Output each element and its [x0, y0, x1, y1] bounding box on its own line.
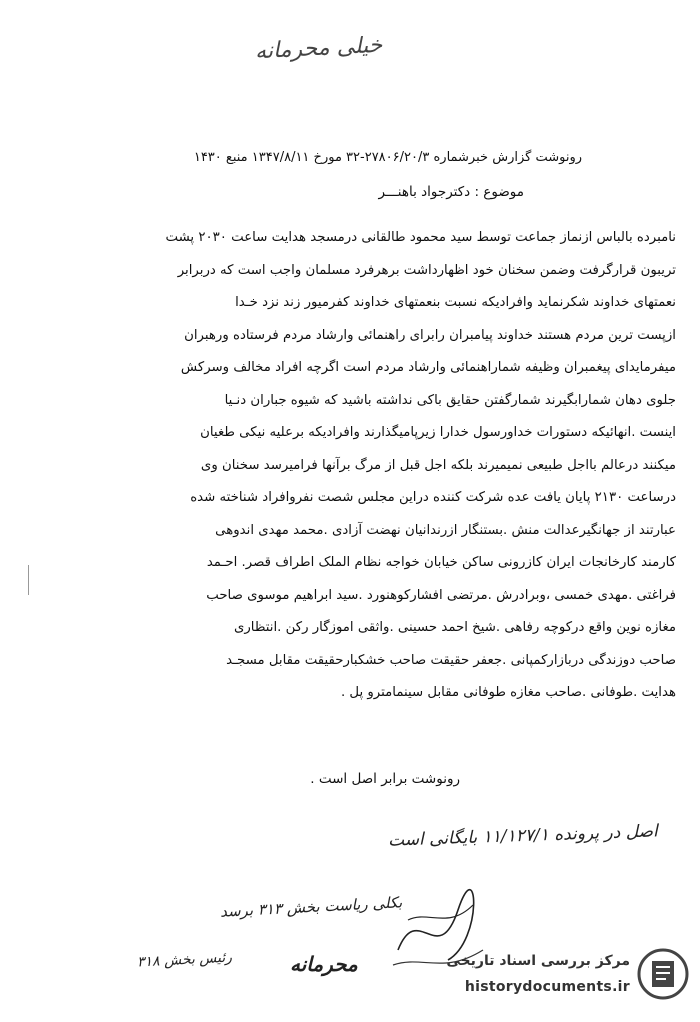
- archive-logo-icon: [636, 947, 690, 1001]
- body-line: تریبون قرارگرفت وضمن سخنان خود اظهارداشت برهرفرد مسلمان واجب است که دربرابر: [177, 262, 676, 278]
- directive-note: بکلی ریاست بخش ۳۱۳ برسد: [219, 893, 403, 921]
- body-line: میفرمایدای پیغمبران وظیفه شماراهنمائی وارشاد مردم است اگرچه افراد مخالف وسرکش: [180, 360, 676, 375]
- body-line: صاحب دوزندگی دربازارکمپانی .جعفر حقیقت صاحب خشکبارحقیقت مقابل مسجـد: [226, 652, 676, 668]
- handwritten-mark: محرمانه: [290, 952, 358, 976]
- archive-watermark: [446, 945, 690, 1007]
- body-line: ازپست ترین مردم هستند خداوند پیامبران رابرای راهنمائی وارشاد مردم فرستاده ورهبران: [184, 327, 676, 343]
- body-line: جلوی دهان شمارابگیرند شمارگفتن حقایق باکی نداشته باشید که شیوه جباران دنـیا: [224, 392, 676, 408]
- body-line: عبارتند از جهانگیرعدالت منش .بستنگار ازرندانیان نهضت آزادی .محمد مهدی اندوهی: [215, 522, 676, 538]
- report-subject: موضوع : دکترجواد باهنـــر: [378, 184, 524, 200]
- body-line: کارمند کارخانجات ایران کازرونی ساکن خیابان خواجه نظام الملک اطراف قصر. احـمد: [206, 555, 676, 570]
- body-line: نامبرده بالباس ازنماز جماعت توسط سید محمود طالقانی درمسجد هدایت ساعت ۲۰۳۰ پشت: [165, 230, 676, 245]
- margin-mark: [28, 565, 30, 595]
- body-line: میکنند درعالم بااجل طبیعی نمیمیرند بلکه اجل قبل از مرگ برآنها فرامیرسد سخنان وی: [200, 457, 676, 473]
- body-line: درساعت ۲۱۳۰ پایان یافت عده شرکت کننده دراین مجلس شصت نفروافراد شناخته شده: [190, 490, 676, 505]
- report-body: [46, 222, 676, 710]
- copy-certification: رونوشت برابر اصل است .: [310, 771, 460, 787]
- body-line: اینست .انهائیکه دستورات خداورسول خدارا زیرپامیگذارند وافرادیکه برعلیه نیکی طغیان: [200, 425, 676, 440]
- body-line: نعمتهای خداوند شکرنماید وافرادیکه نسبت بنعمتهای خداوند کفرمیور زند نزد خـدا: [235, 295, 676, 310]
- watermark-title: مرکز بررسی اسناد تاریخی: [446, 953, 630, 969]
- watermark-url: historydocuments.ir: [464, 979, 630, 995]
- body-line: هدایت .طوفانی .صاحب مغازه طوفانی مقابل سینمامترو پل .: [340, 685, 676, 700]
- referral-note: رئیس بخش ۳۱۸: [136, 949, 233, 971]
- classification-stamp: خیلی محرمانه: [254, 32, 383, 65]
- body-line: مغازه نوین واقع درکوچه رفاهی .شیخ احمد حسینی .واثقی اموزگار رکن .انتظاری: [233, 620, 676, 635]
- report-reference: رونوشت گزارش خبرشماره ۲۷۸۰۶/۲۰/۳-۳۲ مورخ ۱۳۴۷/۸/۱۱ منبع ۱۴۳۰: [193, 150, 582, 165]
- archive-note: اصل در پرونده ۱۱/۱۲۷/۱ بایگانی است: [387, 821, 659, 851]
- body-line: فراغتی .مهدی خمسی ،وبرادرش .مرتضی افشارکوهنورد .سید ابراهیم موسوی صاحب: [206, 587, 676, 603]
